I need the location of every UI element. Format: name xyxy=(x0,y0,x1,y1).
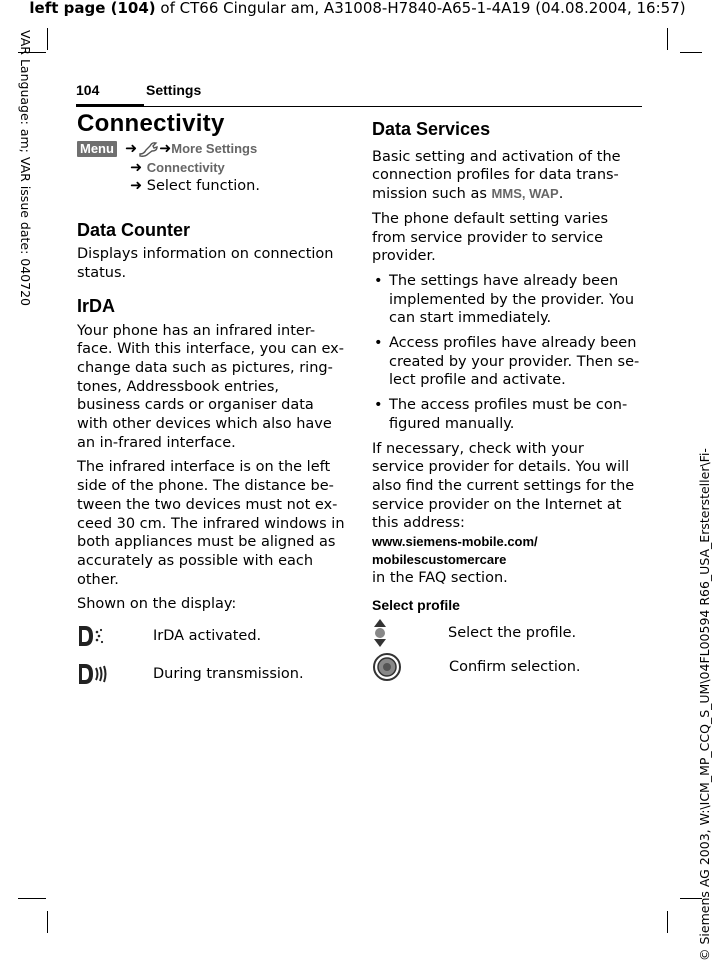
list-item: • The settings have already been implemented by the provider. You can start immediately. xyxy=(372,272,640,328)
irda-activated-text: IrDA activated. xyxy=(153,627,262,644)
left-column xyxy=(77,110,345,686)
page-heading: Connectivity xyxy=(77,110,225,137)
irda-paragraph-1: Your phone has an infrared inter-face. With this interface, you can ex-change data such as pictures, ring-tones, Addressbook entries, business cards or organiser data with other devices which also have an in-frared interface. xyxy=(77,322,344,451)
data-services-paragraph-3: If necessary, check with your service provider for details. You will also find the current settings for the service provider on the Internet at this address: xyxy=(372,440,635,532)
select-text: Select the profile. xyxy=(448,625,577,642)
heading-data-services: Data Services xyxy=(372,119,491,139)
url-line-2: mobilescustomercare xyxy=(372,552,507,568)
select-row xyxy=(372,618,640,648)
url-line-1: www.siemens-mobile.com/ xyxy=(372,534,538,550)
nav-select-function: Select function. xyxy=(146,177,260,194)
nav-connectivity: Connectivity xyxy=(146,159,225,175)
list-item: • The access profiles must be con-figured manually. xyxy=(372,396,640,433)
p1-text: Basic setting and activation of the connection profiles for data trans-mission such as xyxy=(372,148,621,203)
crop-mark xyxy=(47,911,48,933)
irda-transmission-icon xyxy=(77,662,111,686)
faq-text: in the FAQ section. xyxy=(372,570,508,587)
crop-mark xyxy=(47,28,48,50)
banner-middle: of CT66 Cingular am, A31008-H7840-A65-1-4A19 (04.08.2004, 16:57) xyxy=(155,0,686,17)
irda-paragraph-2: The infrared interface is on the left side of the phone. The distance be-tween the two devices must not ex-ceed 30 cm. The infrared windows in both appliances must be aligned as accurately as possible with each other. xyxy=(77,459,345,588)
center-key-icon xyxy=(372,652,402,682)
side-note-right: © Siemens AG 2003, W:\ICM_MP_CCQ_S_UM\04FL00594 R66_USA_Erstersteller\Fi- xyxy=(697,448,712,961)
irda-activated-icon xyxy=(77,624,107,648)
arrow-icon: ➜ xyxy=(130,177,143,194)
navigation-key-icon xyxy=(372,618,388,648)
crop-mark xyxy=(680,52,702,53)
nav-more-settings: More Settings xyxy=(171,140,258,156)
crop-mark xyxy=(18,898,46,899)
settings-tool-icon xyxy=(137,140,159,158)
side-note-left: VAR Language: am; VAR issue date: 040720 xyxy=(18,30,33,306)
nav-path xyxy=(77,140,345,198)
arrow-icon: ➜ xyxy=(124,140,138,157)
print-banner xyxy=(0,0,715,17)
crop-mark xyxy=(667,911,668,933)
irda-shown: Shown on the display: xyxy=(77,596,237,613)
data-services-paragraph-1 xyxy=(372,148,640,204)
data-services-paragraph-2: The phone default setting varies from service provider to service provider. xyxy=(372,210,609,265)
header-rule xyxy=(76,106,642,107)
page-number: 104 xyxy=(76,82,100,98)
right-column xyxy=(372,120,640,682)
heading-irda: IrDA xyxy=(77,295,116,316)
irda-activated-row xyxy=(77,624,345,648)
confirm-row xyxy=(372,652,640,682)
data-counter-text: Displays information on connection status. xyxy=(77,246,334,282)
arrow-icon: ➜ xyxy=(159,140,172,157)
p1-end: . xyxy=(558,186,564,203)
heading-data-counter: Data Counter xyxy=(77,219,191,240)
irda-transmission-row xyxy=(77,662,345,686)
profile-bullets xyxy=(372,272,640,434)
list-item: • Access profiles have already been created by your provider. Then se-lect profile and activate. xyxy=(372,334,640,390)
irda-transmission-text: During transmission. xyxy=(153,665,304,682)
menu-key: Menu xyxy=(77,141,117,157)
section-title: Settings xyxy=(146,82,202,98)
confirm-text: Confirm selection. xyxy=(449,659,581,676)
crop-mark xyxy=(667,28,668,50)
arrow-icon: ➜ xyxy=(130,159,143,176)
p1-services: MMS, WAP xyxy=(491,186,559,202)
select-profile-label: Select profile xyxy=(372,596,460,613)
banner-prefix: left page (104) xyxy=(29,0,156,17)
